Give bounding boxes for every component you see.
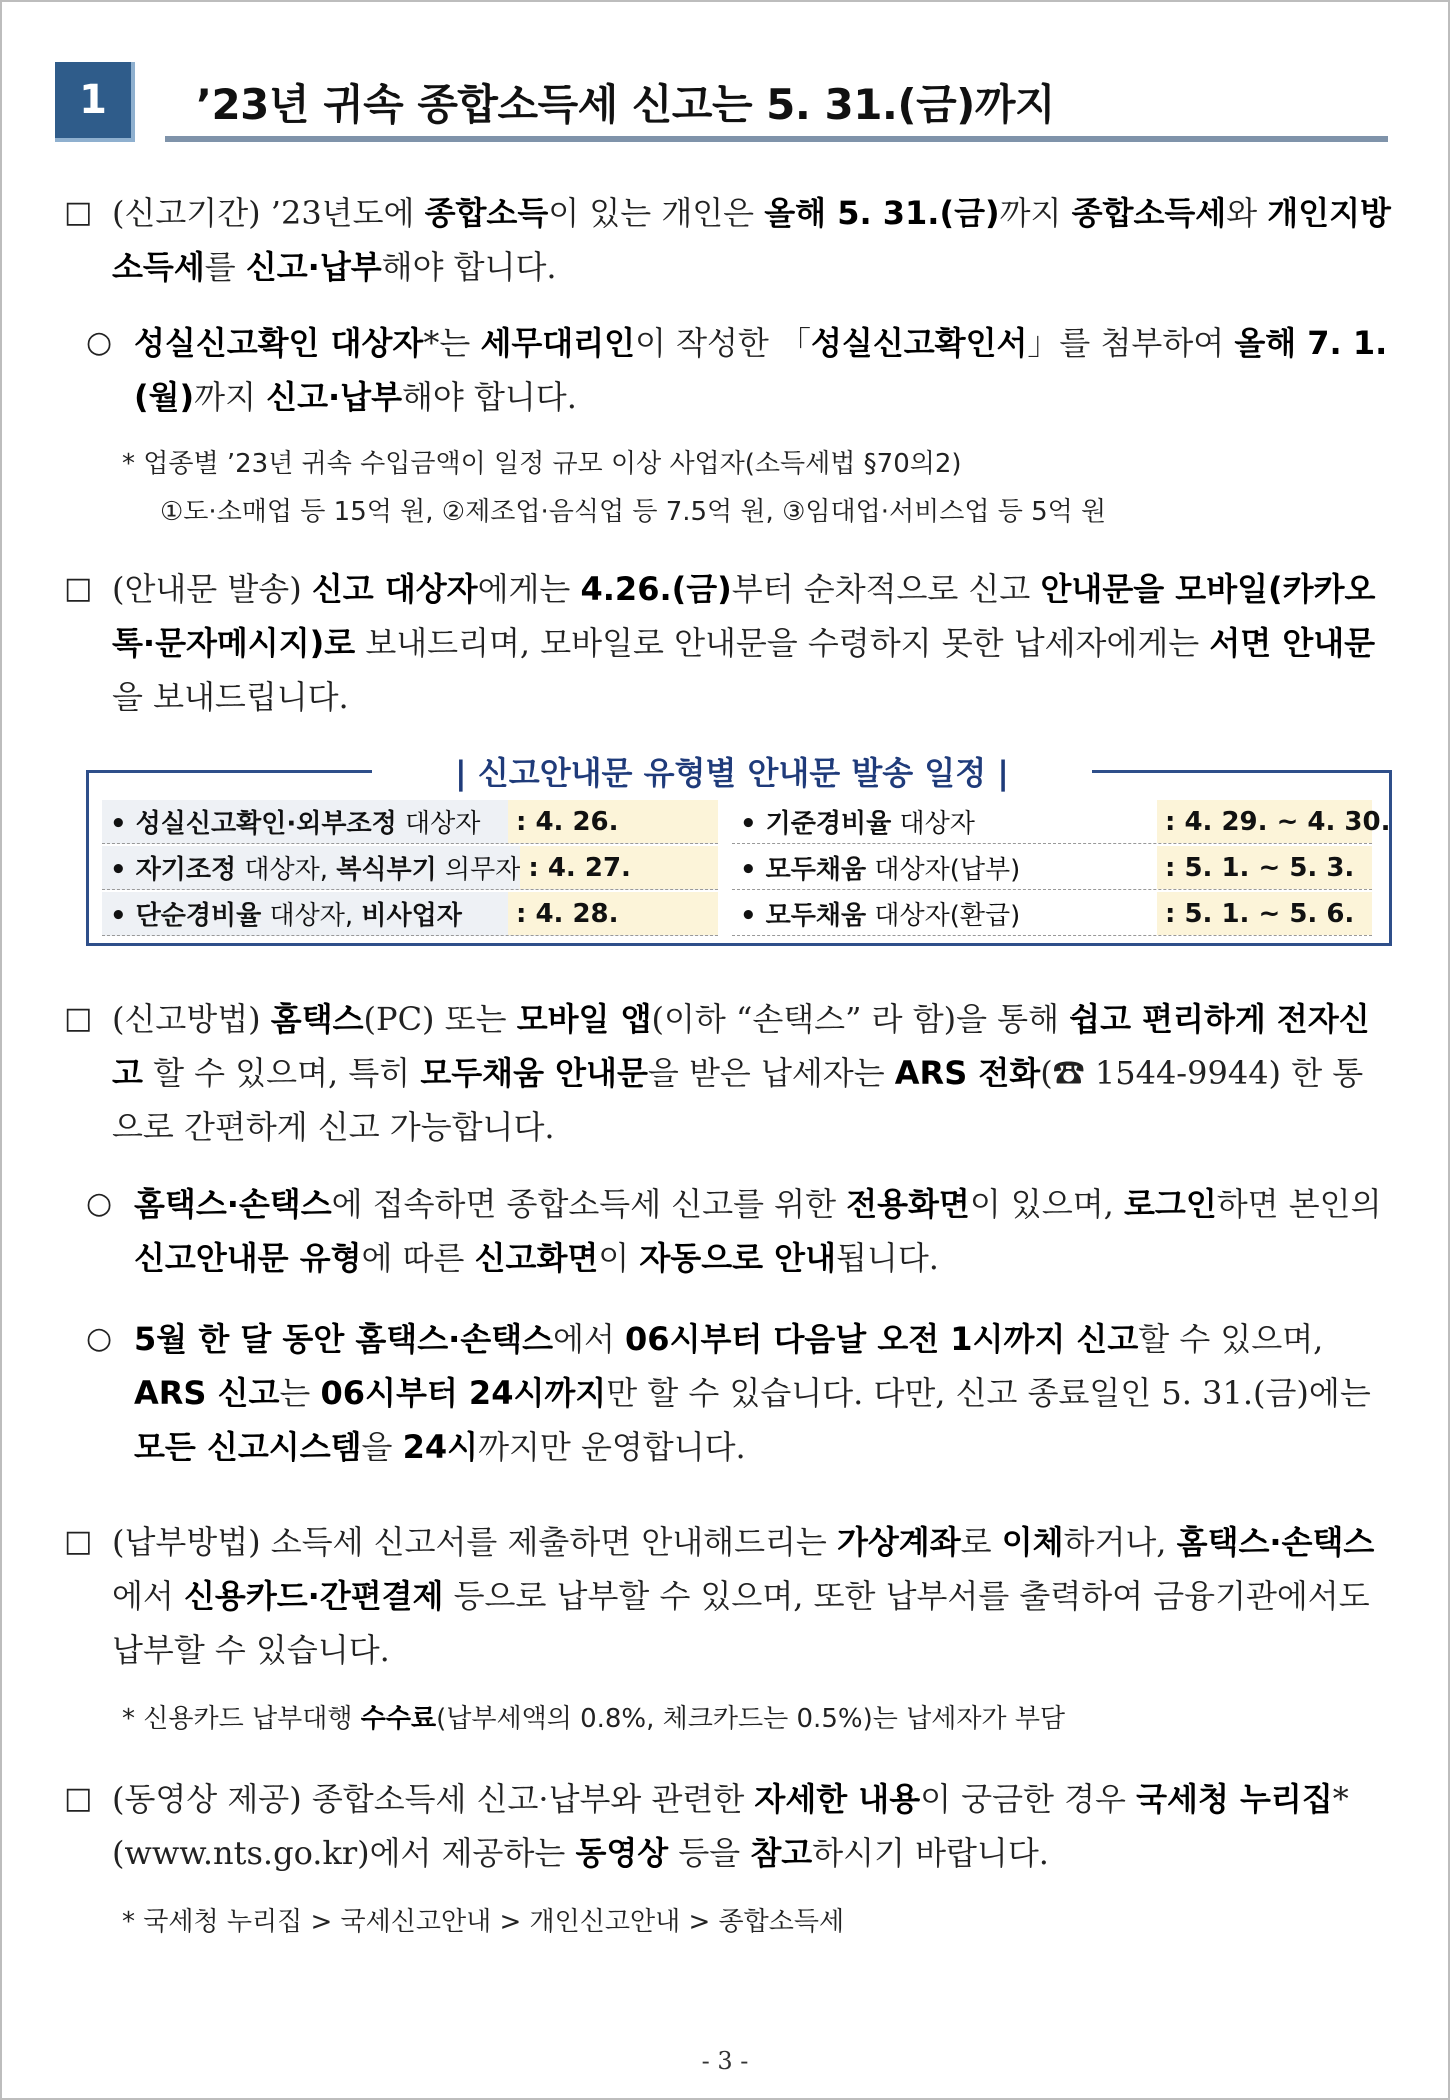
schedule-title: | 신고안내문 유형별 안내문 발송 일정 | bbox=[372, 748, 1092, 792]
circle-bullet-icon: ○ bbox=[86, 1321, 113, 1356]
paragraph-filing-period: □ (신고기간) ’23년도에 종합소득이 있는 개인은 올해 5. 31.(금)까지 종합소득세와 개인지방소득세를 신고·납부해야 합니다. bbox=[112, 186, 1392, 294]
note-business-threshold: * 업종별 ’23년 귀속 수입금액이 일정 규모 이상 사업자(소득세법 §70의2) bbox=[122, 449, 962, 479]
schedule-row: • 자기조정 대상자, 복식부기 의무자 : 4. 27. bbox=[102, 846, 718, 890]
schedule-row: • 모두채움 대상자(환급) : 5. 1. ~ 5. 6. bbox=[732, 892, 1372, 936]
page-number: - 3 - bbox=[701, 2047, 749, 2075]
square-bullet-icon: □ bbox=[64, 195, 93, 230]
schedule-row: • 기준경비율 대상자 : 4. 29. ~ 4. 30. bbox=[732, 800, 1372, 844]
circle-bullet-icon: ○ bbox=[86, 1186, 113, 1221]
schedule-row: • 단순경비율 대상자, 비사업자 : 4. 28. bbox=[102, 892, 718, 936]
paragraph-payment-method: □ (납부방법) 소득세 신고서를 제출하면 안내해드리는 가상계좌로 이체하거나, 홈택스·손택스에서 신용카드·간편결제 등으로 납부할 수 있으며, 또한 납부서를 출력하여 금융기관에서도 납부할 수 있습니다. bbox=[112, 1515, 1392, 1677]
square-bullet-icon: □ bbox=[64, 1001, 93, 1036]
paragraph-video: □ (동영상 제공) 종합소득세 신고·납부와 관련한 자세한 내용이 궁금한 경우 국세청 누리집*(www.nts.go.kr)에서 제공하는 동영상 등을 참고하시기 바랍니다. bbox=[112, 1772, 1392, 1880]
paragraph-filing-method: □ (신고방법) 홈택스(PC) 또는 모바일 앱(이하 “손택스” 라 함)을 통해 쉽고 편리하게 전자신고 할 수 있으며, 특히 모두채움 안내문을 받은 납세자는 ARS 전화(☎ 1544-9944) 한 통으로 간편하게 신고 가능합니다. bbox=[112, 992, 1392, 1154]
square-bullet-icon: □ bbox=[64, 571, 93, 606]
section-title: ’23년 귀속 종합소득세 신고는 5. 31.(금)까지 bbox=[196, 80, 1055, 129]
square-bullet-icon: □ bbox=[64, 1524, 93, 1559]
note-card-fee: * 신용카드 납부대행 수수료(납부세액의 0.8%, 체크카드는 0.5%)는 납세자가 부담 bbox=[122, 1704, 1066, 1734]
section-number: 1 bbox=[55, 62, 135, 142]
circle-bullet-icon: ○ bbox=[86, 325, 113, 360]
schedule-row: • 성실신고확인·외부조정 대상자 : 4. 26. bbox=[102, 800, 718, 844]
section-rule bbox=[165, 136, 1388, 142]
square-bullet-icon: □ bbox=[64, 1781, 93, 1816]
subparagraph-hometax-screen: ○ 홈택스·손택스에 접속하면 종합소득세 신고를 위한 전용화면이 있으며, 로그인하면 본인의 신고안내문 유형에 따른 신고화면이 자동으로 안내됩니다. bbox=[134, 1177, 1392, 1285]
subparagraph-sincere-filing: ○ 성실신고확인 대상자*는 세무대리인이 작성한 「성실신고확인서」를 첨부하여 올해 7. 1.(월)까지 신고·납부해야 합니다. bbox=[134, 316, 1392, 424]
note-industry-thresholds: ①도·소매업 등 15억 원, ②제조업·음식업 등 7.5억 원, ③임대업·서비스업 등 5억 원 bbox=[160, 497, 1107, 527]
schedule-row: • 모두채움 대상자(납부) : 5. 1. ~ 5. 3. bbox=[732, 846, 1372, 890]
subparagraph-filing-hours: ○ 5월 한 달 동안 홈택스·손택스에서 06시부터 다음날 오전 1시까지 신고할 수 있으며, ARS 신고는 06시부터 24시까지만 할 수 있습니다. 다만, 신고 종료일인 5. 31.(금)에는 모든 신고시스템을 24시까지만 운영합니다. bbox=[134, 1312, 1392, 1474]
paragraph-notice-sending: □ (안내문 발송) 신고 대상자에게는 4.26.(금)부터 순차적으로 신고 안내문을 모바일(카카오톡·문자메시지)로 보내드리며, 모바일로 안내문을 수령하지 못한 납세자에게는 서면 안내문을 보내드립니다. bbox=[112, 562, 1392, 724]
note-nts-path: * 국세청 누리집 > 국세신고안내 > 개인신고안내 > 종합소득세 bbox=[122, 1907, 845, 1937]
